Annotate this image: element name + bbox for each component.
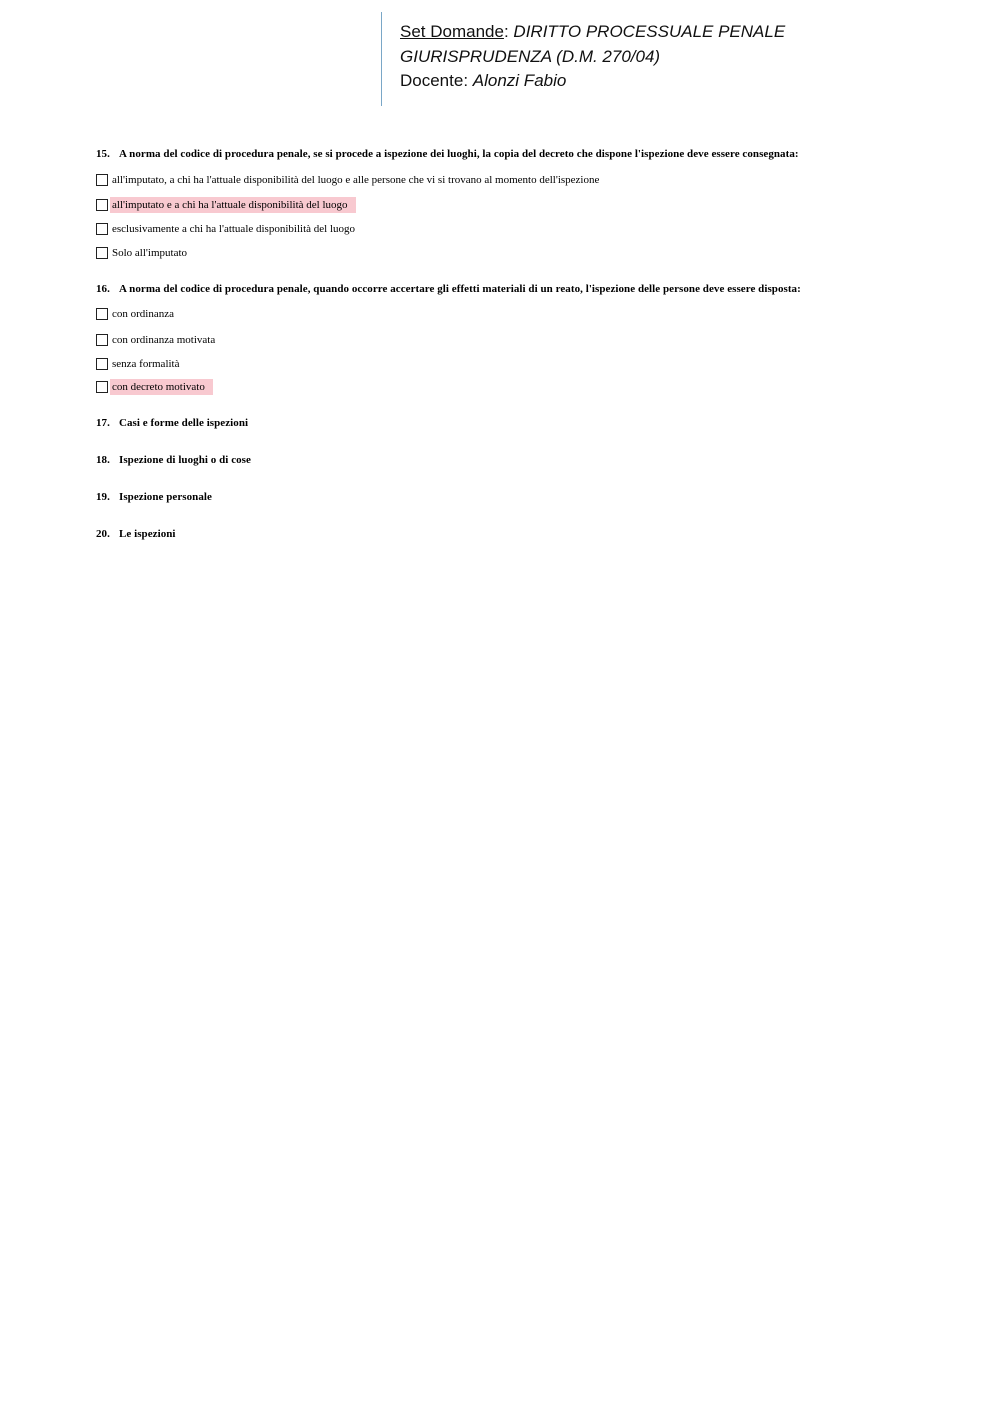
answer-checkbox[interactable] <box>96 334 108 346</box>
question-15-option-2[interactable] <box>96 196 356 213</box>
question-15-option-1[interactable] <box>96 171 602 188</box>
question-16-title <box>96 283 801 295</box>
option-text-highlighted: con decreto motivato <box>110 379 213 395</box>
option-text: all'imputato, a chi ha l'attuale disponibilità del luogo e alle persone che vi si trovano al momento dell'ispezione <box>112 173 600 186</box>
set-colon: : <box>503 22 509 41</box>
option-text: esclusivamente a chi ha l'attuale disponibilità del luogo <box>112 222 355 235</box>
document-header <box>381 12 941 106</box>
question-number: 16. <box>96 283 110 295</box>
question-number: 20. <box>96 528 110 540</box>
question-16-option-1[interactable] <box>96 305 177 322</box>
question-15-option-4[interactable] <box>96 244 190 261</box>
course-title-line2: GIURISPRUDENZA (D.M. 270/04) <box>400 46 661 66</box>
question-number: 17. <box>96 417 110 429</box>
question-number: 19. <box>96 491 110 503</box>
answer-checkbox[interactable] <box>96 199 108 211</box>
teacher-name: Alonzi Fabio <box>472 71 567 90</box>
question-19-title <box>96 491 212 503</box>
answer-checkbox[interactable] <box>96 174 108 186</box>
set-line <box>400 12 941 45</box>
question-15-option-3[interactable] <box>96 220 358 237</box>
question-text: Ispezione di luoghi o di cose <box>119 454 251 466</box>
question-text: Ispezione personale <box>119 491 212 503</box>
question-15-title <box>96 148 799 160</box>
option-text: con ordinanza <box>112 307 174 320</box>
question-20-title <box>96 528 176 540</box>
teacher-line <box>400 69 941 94</box>
question-16-option-2[interactable] <box>96 331 218 348</box>
question-16-option-3[interactable] <box>96 355 183 372</box>
question-text: A norma del codice di procedura penale, quando occorre accertare gli effetti materiali di un reato, l'ispezione delle persone deve essere disposta: <box>119 283 801 295</box>
option-text: con ordinanza motivata <box>112 333 216 346</box>
question-16-option-4[interactable] <box>96 378 213 395</box>
option-text-highlighted: all'imputato e a chi ha l'attuale disponibilità del luogo <box>110 197 356 213</box>
option-text: senza formalità <box>112 357 180 370</box>
answer-checkbox[interactable] <box>96 308 108 320</box>
teacher-label: Docente: <box>400 71 469 90</box>
question-18-title <box>96 454 251 466</box>
question-text: A norma del codice di procedura penale, se si procede a ispezione dei luoghi, la copia del decreto che dispone l'ispezione deve essere consegnata: <box>119 148 799 160</box>
answer-checkbox[interactable] <box>96 247 108 259</box>
answer-checkbox[interactable] <box>96 381 108 393</box>
option-text: Solo all'imputato <box>112 246 188 259</box>
course-title-line1: DIRITTO PROCESSUALE PENALE <box>513 22 786 41</box>
answer-checkbox[interactable] <box>96 223 108 235</box>
question-number: 18. <box>96 454 110 466</box>
question-number: 15. <box>96 148 110 160</box>
question-text: Casi e forme delle ispezioni <box>119 417 249 429</box>
question-text: Le ispezioni <box>119 528 176 540</box>
question-17-title <box>96 417 248 429</box>
answer-checkbox[interactable] <box>96 358 108 370</box>
set-label: Set Domande <box>400 22 504 41</box>
